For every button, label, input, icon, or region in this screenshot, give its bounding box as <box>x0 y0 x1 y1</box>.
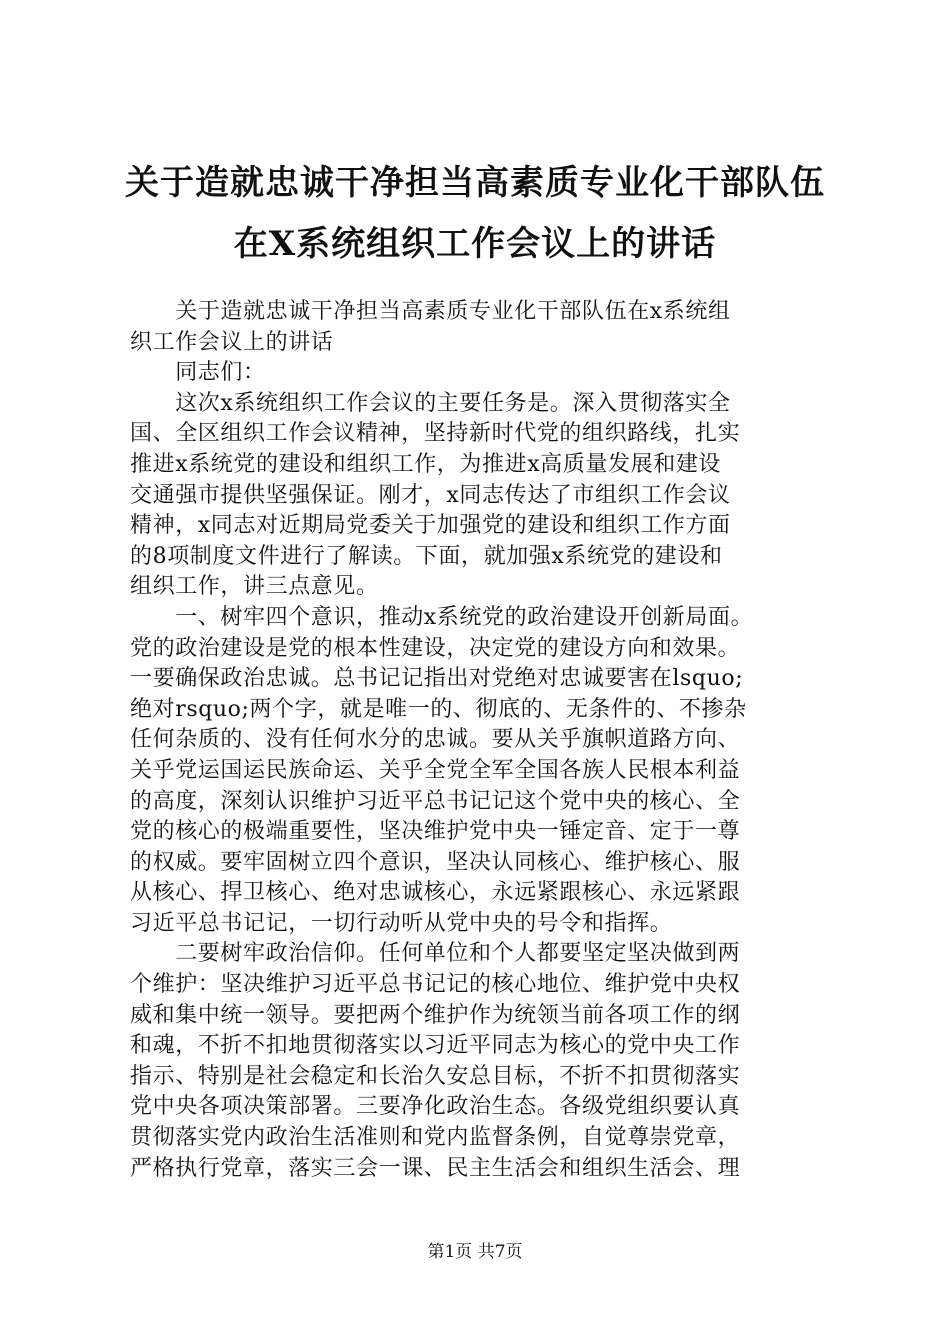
body-text-line: 党的政治建设是党的根本性建设，决定党的建设方向和效果。 <box>130 635 741 661</box>
body-text-line: 从核心、捍卫核心、绝对忠诚核心，永远紧跟核心、永远紧跟 <box>130 880 741 906</box>
document-title-line-1: 关于造就忠诚干净担当高素质专业化干部队伍 <box>125 163 825 203</box>
body-text-line: 党中央各项决策部署。三要净化政治生态。各级党组织要认真 <box>130 1094 741 1120</box>
body-text-line: 习近平总书记记，一切行动听从党中央的号令和指挥。 <box>130 910 673 936</box>
body-text-line: 威和集中统一领导。要把两个维护作为统领当前各项工作的纲 <box>130 1002 741 1028</box>
body-text-line: 任何杂质的、没有任何水分的忠诚。要从关乎旗帜道路方向、 <box>130 727 741 753</box>
body-text-line: 的高度，深刻认识维护习近平总书记记这个党中央的核心、全 <box>130 788 741 814</box>
body-text-line: 关于造就忠诚干净担当高素质专业化干部队伍在x系统组 <box>130 299 731 324</box>
document-title-line-2: 在X系统组织工作会议上的讲话 <box>233 224 717 264</box>
body-text-line: 这次x系统组织工作会议的主要任务是。深入贯彻落实全 <box>130 390 731 416</box>
body-text-line: 绝对rsquo;两个字，就是唯一的、彻底的、无条件的、不掺杂 <box>130 696 747 722</box>
body-text-line: 个维护：坚决维护习近平总书记记的核心地位、维护党中央权 <box>130 972 741 998</box>
body-text-line: 关乎党运国运民族命运、关乎全党全军全国各族人民根本利益 <box>130 757 741 783</box>
body-text-line: 指示、特别是社会稳定和长治久安总目标，不折不扣贯彻落实 <box>130 1063 741 1089</box>
body-text-line: 推进x系统党的建设和组织工作，为推进x高质量发展和建设 <box>130 451 722 477</box>
body-text-line: 的8项制度文件进行了解读。下面，就加强x系统党的建设和 <box>130 543 723 569</box>
body-text-line: 交通强市提供坚强保证。刚才，x同志传达了市组织工作会议 <box>130 482 731 508</box>
body-text-line: 的权威。要牢固树立四个意识，坚决认同核心、维护核心、服 <box>130 849 741 875</box>
body-text-line: 同志们： <box>130 360 266 386</box>
page-footer: 第1页 共7页 <box>427 1242 523 1262</box>
body-text-line: 织工作会议上的讲话 <box>130 329 334 355</box>
body-text-line: 严格执行党章，落实三会一课、民主生活会和组织生活会、理 <box>130 1155 741 1181</box>
body-text-line: 和魂，不折不扣地贯彻落实以习近平同志为核心的党中央工作 <box>130 1033 741 1059</box>
body-text-line: 精神，x同志对近期局党委关于加强党的建设和组织工作方面 <box>130 513 731 539</box>
body-text-line: 二要树牢政治信仰。任何单位和个人都要坚定坚决做到两 <box>130 941 741 967</box>
body-text-line: 国、全区组织工作会议精神，坚持新时代党的组织路线，扎实 <box>130 421 741 447</box>
body-text-line: 党的核心的极端重要性，坚决维护党中央一锤定音、定于一尊 <box>130 819 741 845</box>
body-text-line: 一要确保政治忠诚。总书记记指出对党绝对忠诚要害在lsquo; <box>130 666 744 692</box>
document-body <box>130 297 836 1184</box>
body-text-line: 一、树牢四个意识，推动x系统党的政治建设开创新局面。 <box>130 604 754 630</box>
body-text-line: 组织工作，讲三点意见。 <box>130 574 379 600</box>
body-text-line: 贯彻落实党内政治生活准则和党内监督条例，自觉尊崇党章， <box>130 1125 741 1151</box>
